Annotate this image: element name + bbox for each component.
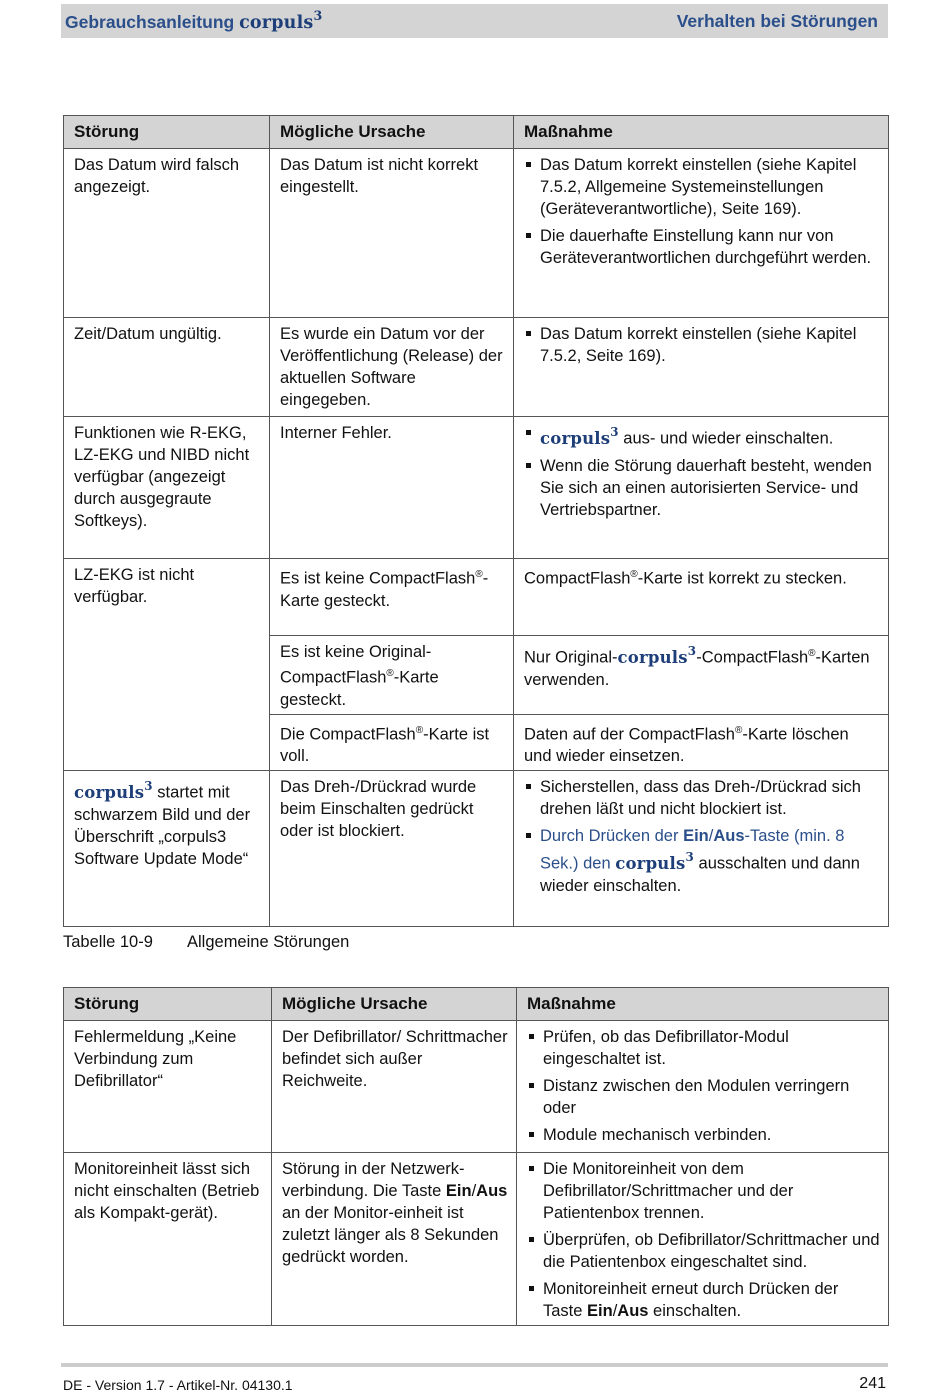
cell-storung: Monitoreinheit lässt sich nicht einschalten (Betrieb als Kompakt-gerät). [64, 1153, 272, 1326]
cell-ursache: Störung in der Netzwerk-verbindung. Die Taste Ein/Aus an der Monitor-einheit ist zuletzt länger als 8 Sekunden gedrückt worden. [272, 1153, 517, 1326]
col-storung: Störung [64, 988, 272, 1021]
table-row [64, 417, 889, 559]
col-ursache: Mögliche Ursache [272, 988, 517, 1021]
cell-ursache: Das Datum ist nicht korrekt eingestellt. [270, 149, 514, 318]
cell-massnahme [517, 1153, 889, 1326]
corpuls-logo: corpuls$^3$ [617, 643, 697, 667]
header-section: Verhalten bei Störungen [676, 10, 878, 31]
corpuls-logo: corpuls$^3$ [615, 849, 694, 873]
table-row [64, 149, 889, 318]
page-footer [61, 1363, 888, 1393]
list-item: Das Datum korrekt einstellen (siehe Kapitel 7.5.2, Seite 169). [524, 323, 880, 367]
table-row [64, 318, 889, 417]
table-defib-faults [63, 987, 889, 1326]
cell-massnahme [514, 318, 889, 417]
cell-massnahme [517, 1021, 889, 1153]
page-header [61, 4, 888, 38]
footer-version: DE - Version 1.7 - Artikel-Nr. 04130.1 [63, 1377, 293, 1393]
cell-massnahme: Nur Original-corpuls$^3$-CompactFlash®-Karten verwenden. [514, 636, 889, 715]
list-item: Prüfen, ob das Defibrillator-Modul eingeschaltet ist. [527, 1026, 880, 1070]
list-item: Monitoreinheit erneut durch Drücken der Taste Ein/Aus einschalten. [527, 1278, 880, 1322]
cell-storung: Fehlermeldung „Keine Verbindung zum Defibrillator“ [64, 1021, 272, 1153]
cell-ursache: Das Dreh-/Drückrad wurde beim Einschalten gedrückt oder ist blockiert. [270, 771, 514, 927]
cell-storung: Das Datum wird falsch angezeigt. [64, 149, 270, 318]
cell-storung: Zeit/Datum ungültig. [64, 318, 270, 417]
cell-massnahme [514, 149, 889, 318]
cell-massnahme: CompactFlash®-Karte ist korrekt zu stecken. [514, 559, 889, 636]
table-general-faults [63, 115, 889, 927]
page-number: 241 [859, 1375, 886, 1392]
cell-ursache: Der Defibrillator/ Schrittmacher befindet sich außer Reichweite. [272, 1021, 517, 1153]
cell-storung: corpuls$^3$ startet mit schwarzem Bild und der Überschrift „corpuls3 Software Update Mode“ [64, 771, 270, 927]
col-ursache: Mögliche Ursache [270, 116, 514, 149]
cell-ursache: Die CompactFlash®-Karte ist voll. [270, 714, 514, 771]
list-item: Überprüfen, ob Defibrillator/Schrittmacher und die Patientenbox eingeschaltet sind. [527, 1229, 880, 1273]
col-massnahme: Maßnahme [517, 988, 889, 1021]
corpuls-logo: corpuls$^3$ [74, 778, 153, 802]
corpuls-logo: corpuls$^3$ [239, 7, 323, 33]
list-item: Die dauerhafte Einstellung kann nur von Geräteverantwortlichen durchgeführt werden. [524, 225, 880, 269]
list-item: Die Monitoreinheit von dem Defibrillator/Schrittmacher und der Patientenbox trennen. [527, 1158, 880, 1224]
cell-ursache: Es ist keine CompactFlash®-Karte gesteckt. [270, 559, 514, 636]
cell-massnahme [514, 417, 889, 559]
list-item: Wenn die Störung dauerhaft besteht, wenden Sie sich an einen autorisierten Service- und Vertriebspartner. [524, 455, 880, 521]
list-item: Das Datum korrekt einstellen (siehe Kapitel 7.5.2, Allgemeine Systemeinstellungen (Geräteverantwortliche), Seite 169). [524, 154, 880, 220]
table-header-row [64, 988, 889, 1021]
table-row [64, 771, 889, 927]
cell-storung: Funktionen wie R-EKG, LZ-EKG und NIBD nicht verfügbar (angezeigt durch ausgegraute Softkeys). [64, 417, 270, 559]
corpuls-logo: corpuls$^3$ [540, 424, 619, 448]
list-item: Distanz zwischen den Modulen verringern oder [527, 1075, 880, 1119]
table-row [64, 1153, 889, 1326]
cell-massnahme: Daten auf der CompactFlash®-Karte löschen und wieder einsetzen. [514, 714, 889, 771]
col-massnahme: Maßnahme [514, 116, 889, 149]
table-row [64, 1021, 889, 1153]
cell-massnahme [514, 771, 889, 927]
table-caption: Tabelle 10-9 Allgemeine Störungen [63, 933, 350, 951]
cell-ursache: Es ist keine Original-CompactFlash®-Karte gesteckt. [270, 636, 514, 715]
cell-storung: LZ-EKG ist nicht verfügbar. [64, 559, 270, 771]
list-item: corpuls$^3$ aus- und wieder einschalten. [524, 422, 880, 450]
list-item: Sicherstellen, dass das Dreh-/Drückrad sich drehen läßt und nicht blockiert ist. [524, 776, 880, 820]
cell-ursache: Interner Fehler. [270, 417, 514, 559]
header-title: Gebrauchsanleitung corpuls$^3$ [65, 7, 323, 33]
col-storung: Störung [64, 116, 270, 149]
table-row [64, 559, 889, 636]
table-header-row [64, 116, 889, 149]
list-item: Module mechanisch verbinden. [527, 1124, 880, 1146]
list-item: Durch Drücken der Ein/Aus-Taste (min. 8 Sek.) den corpuls$^3$ ausschalten und dann wieder einschalten. [524, 825, 880, 897]
cell-ursache: Es wurde ein Datum vor der Veröffentlichung (Release) der aktuellen Software eingegeben. [270, 318, 514, 417]
